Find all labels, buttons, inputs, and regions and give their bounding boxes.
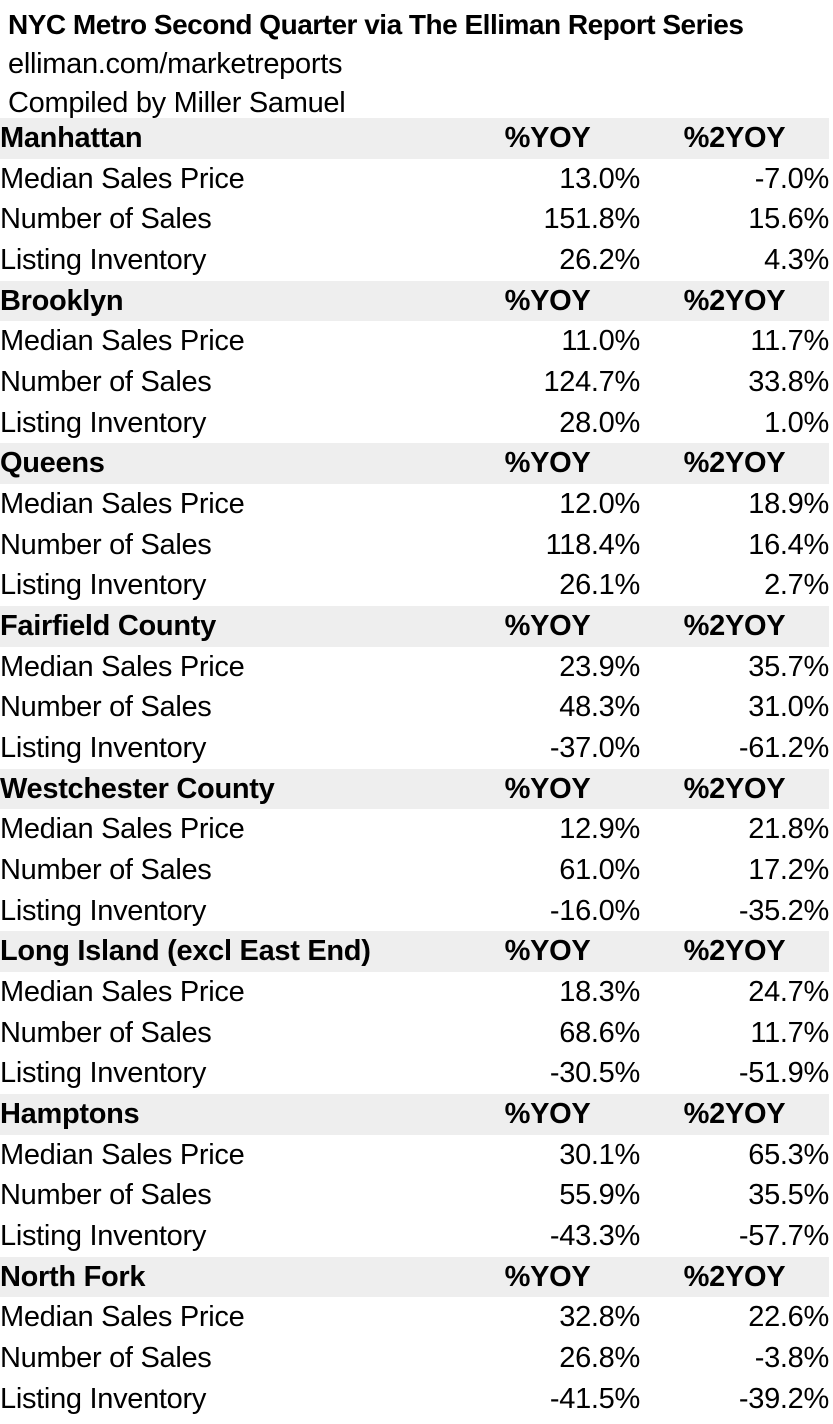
metric-row xyxy=(0,1338,829,1379)
yoy2-value: 15.6% xyxy=(748,203,829,236)
col-header-2yoy: %2YOY xyxy=(640,1257,829,1298)
yoy-value: -30.5% xyxy=(549,1057,640,1090)
yoy-value: -37.0% xyxy=(549,731,640,764)
region-name: Brooklyn xyxy=(0,281,455,322)
section-header-row-north-fork xyxy=(0,1257,829,1298)
col-header-2yoy: %2YOY xyxy=(640,443,829,484)
metric-row xyxy=(0,809,829,850)
metric-row xyxy=(0,1379,829,1420)
yoy-value: 12.0% xyxy=(559,487,640,520)
yoy-value: 68.6% xyxy=(559,1016,640,1049)
yoy-value: -16.0% xyxy=(549,894,640,927)
region-name: Manhattan xyxy=(0,118,455,159)
section-header-row-manhattan xyxy=(0,118,829,159)
metric-label: Median Sales Price xyxy=(0,1301,245,1334)
metric-row xyxy=(0,647,829,688)
section-header-row-long-island xyxy=(0,931,829,972)
metric-row xyxy=(0,687,829,728)
metric-label: Number of Sales xyxy=(0,528,212,561)
col-header-yoy: %YOY xyxy=(455,443,640,484)
yoy2-value: 24.7% xyxy=(748,975,829,1008)
metric-row xyxy=(0,565,829,606)
section-header-row-queens xyxy=(0,443,829,484)
section-header-row-hamptons xyxy=(0,1094,829,1135)
yoy-value: 26.2% xyxy=(559,243,640,276)
yoy-value: 18.3% xyxy=(559,975,640,1008)
col-header-2yoy: %2YOY xyxy=(640,606,829,647)
metric-row xyxy=(0,159,829,200)
yoy-value: 32.8% xyxy=(559,1301,640,1334)
metric-label: Median Sales Price xyxy=(0,325,245,358)
yoy2-value: 11.7% xyxy=(750,1016,829,1049)
metric-label: Number of Sales xyxy=(0,1179,212,1212)
metric-row xyxy=(0,728,829,769)
metric-row xyxy=(0,1135,829,1176)
metric-row xyxy=(0,1297,829,1338)
market-metrics-table xyxy=(0,118,829,1420)
metric-label: Number of Sales xyxy=(0,203,212,236)
col-header-yoy: %YOY xyxy=(455,118,640,159)
metric-label: Median Sales Price xyxy=(0,975,245,1008)
metric-label: Number of Sales xyxy=(0,365,212,398)
yoy-value: 55.9% xyxy=(559,1179,640,1212)
yoy-value: 30.1% xyxy=(559,1138,640,1171)
yoy2-value: 35.5% xyxy=(748,1179,829,1212)
metric-label: Listing Inventory xyxy=(0,406,207,439)
col-header-2yoy: %2YOY xyxy=(640,118,829,159)
metric-label: Listing Inventory xyxy=(0,731,207,764)
metric-label: Listing Inventory xyxy=(0,569,207,602)
yoy2-value: 16.4% xyxy=(748,528,829,561)
metric-row xyxy=(0,403,829,444)
region-name: Hamptons xyxy=(0,1094,455,1135)
metric-row xyxy=(0,1053,829,1094)
metric-row xyxy=(0,850,829,891)
metric-label: Number of Sales xyxy=(0,691,212,724)
metric-label: Number of Sales xyxy=(0,1016,212,1049)
metric-row xyxy=(0,891,829,932)
yoy2-value: 35.7% xyxy=(748,650,829,683)
metric-row xyxy=(0,240,829,281)
report-title: NYC Metro Second Quarter via The Elliman Report Series xyxy=(8,9,744,40)
section-header-row-brooklyn xyxy=(0,281,829,322)
metric-label: Median Sales Price xyxy=(0,813,245,846)
metric-label: Median Sales Price xyxy=(0,487,245,520)
metric-row xyxy=(0,1175,829,1216)
yoy-value: 13.0% xyxy=(559,162,640,195)
metric-label: Number of Sales xyxy=(0,853,212,886)
yoy2-value: -61.2% xyxy=(738,731,829,764)
yoy2-value: -35.2% xyxy=(738,894,829,927)
metric-row xyxy=(0,362,829,403)
metric-label: Listing Inventory xyxy=(0,243,207,276)
yoy2-value: 2.7% xyxy=(764,569,829,602)
report-header xyxy=(0,0,833,118)
metric-label: Median Sales Price xyxy=(0,650,245,683)
section-header-row-fairfield-county xyxy=(0,606,829,647)
metric-row xyxy=(0,321,829,362)
yoy-value: 12.9% xyxy=(559,813,640,846)
yoy-value: 124.7% xyxy=(543,365,640,398)
region-name: Queens xyxy=(0,443,455,484)
col-header-2yoy: %2YOY xyxy=(640,931,829,972)
report-byline: Compiled by Miller Samuel xyxy=(8,87,346,119)
yoy-value: 118.4% xyxy=(545,528,640,561)
yoy-value: 26.8% xyxy=(559,1341,640,1374)
col-header-yoy: %YOY xyxy=(455,1094,640,1135)
metric-label: Listing Inventory xyxy=(0,1057,207,1090)
yoy2-value: 4.3% xyxy=(764,243,829,276)
yoy-value: 151.8% xyxy=(543,203,640,236)
region-name: Westchester County xyxy=(0,769,455,810)
yoy2-value: -39.2% xyxy=(738,1382,829,1415)
yoy2-value: 17.2% xyxy=(748,853,829,886)
yoy2-value: 1.0% xyxy=(764,406,829,439)
yoy2-value: 33.8% xyxy=(748,365,829,398)
metric-row xyxy=(0,1216,829,1257)
metric-label: Number of Sales xyxy=(0,1341,212,1374)
metric-row xyxy=(0,199,829,240)
col-header-yoy: %YOY xyxy=(455,931,640,972)
yoy2-value: 65.3% xyxy=(748,1138,829,1171)
yoy2-value: -51.9% xyxy=(738,1057,829,1090)
yoy-value: -43.3% xyxy=(549,1219,640,1252)
yoy-value: 48.3% xyxy=(559,691,640,724)
metric-label: Median Sales Price xyxy=(0,1138,245,1171)
col-header-2yoy: %2YOY xyxy=(640,769,829,810)
col-header-yoy: %YOY xyxy=(455,769,640,810)
metric-label: Listing Inventory xyxy=(0,1382,207,1415)
col-header-yoy: %YOY xyxy=(455,606,640,647)
col-header-yoy: %YOY xyxy=(455,281,640,322)
yoy-value: 26.1% xyxy=(559,569,640,602)
yoy2-value: -57.7% xyxy=(738,1219,829,1252)
yoy2-value: 11.7% xyxy=(750,325,829,358)
col-header-yoy: %YOY xyxy=(455,1257,640,1298)
yoy-value: -41.5% xyxy=(549,1382,640,1415)
col-header-2yoy: %2YOY xyxy=(640,1094,829,1135)
report-source-url: elliman.com/marketreports xyxy=(8,48,343,80)
yoy2-value: 31.0% xyxy=(748,691,829,724)
region-name: North Fork xyxy=(0,1257,455,1298)
metric-label: Listing Inventory xyxy=(0,894,207,927)
yoy-value: 61.0% xyxy=(559,853,640,886)
yoy2-value: 21.8% xyxy=(748,813,829,846)
metric-label: Listing Inventory xyxy=(0,1219,207,1252)
yoy2-value: -3.8% xyxy=(754,1341,829,1374)
metric-label: Median Sales Price xyxy=(0,162,245,195)
metric-row xyxy=(0,972,829,1013)
yoy2-value: 18.9% xyxy=(748,487,829,520)
yoy-value: 11.0% xyxy=(561,325,640,358)
yoy2-value: 22.6% xyxy=(748,1301,829,1334)
yoy-value: 28.0% xyxy=(559,406,640,439)
metric-row xyxy=(0,1013,829,1054)
region-name: Long Island (excl East End) xyxy=(0,931,455,972)
col-header-2yoy: %2YOY xyxy=(640,281,829,322)
yoy-value: 23.9% xyxy=(559,650,640,683)
metric-row xyxy=(0,484,829,525)
yoy2-value: -7.0% xyxy=(754,162,829,195)
region-name: Fairfield County xyxy=(0,606,455,647)
section-header-row-westchester-county xyxy=(0,769,829,810)
metric-row xyxy=(0,525,829,566)
